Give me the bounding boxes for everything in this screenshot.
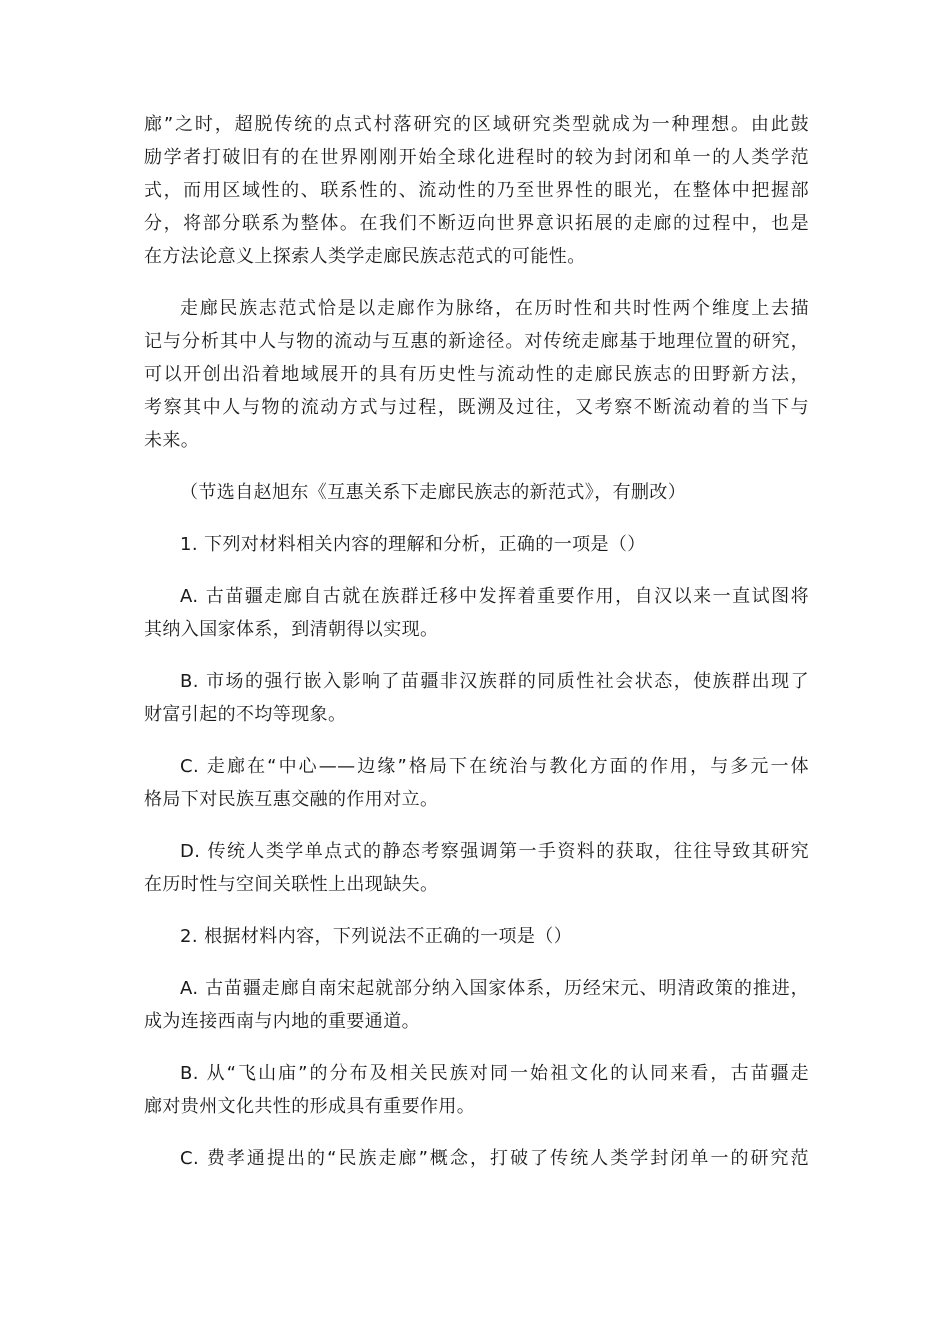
text-line: 励学者打破旧有的在世界刚刚开始全球化进程时的较为封闭和单一的人类学范	[144, 147, 809, 168]
text-line: 1. 下列对材料相关内容的理解和分析，正确的一项是（）	[180, 534, 646, 555]
text-line: A. 古苗疆走廊自南宋起就部分纳入国家体系，历经宋元、明清政策的推进，	[180, 978, 809, 999]
question-1-option-a	[144, 580, 809, 646]
text-line: 2. 根据材料内容，下列说法不正确的一项是（）	[180, 926, 573, 947]
text-line: B. 从“飞山庙”的分布及相关民族对同一始祖文化的认同来看，古苗疆走	[180, 1063, 809, 1084]
text-line: D. 传统人类学单点式的静态考察强调第一手资料的获取，往往导致其研究	[180, 841, 809, 862]
text-line: 其纳入国家体系，到清朝得以实现。	[144, 619, 439, 640]
text-line: 廊对贵州文化共性的形成具有重要作用。	[144, 1096, 476, 1117]
text-line: 在方法论意义上探索人类学走廊民族志范式的可能性。	[144, 246, 586, 267]
question-1-stem	[144, 528, 809, 561]
source-citation	[144, 476, 809, 509]
text-line: 格局下对民族互惠交融的作用对立。	[144, 789, 439, 810]
question-1-option-d	[144, 835, 809, 901]
text-line: 分，将部分联系为整体。在我们不断迈向世界意识拓展的走廊的过程中，也是	[144, 213, 809, 234]
text-line: 走廊民族志范式恰是以走廊作为脉络，在历时性和共时性两个维度上去描	[180, 298, 809, 319]
text-line: 成为连接西南与内地的重要通道。	[144, 1011, 420, 1032]
question-1-option-b	[144, 665, 809, 731]
text-line: B. 市场的强行嵌入影响了苗疆非汉族群的同质性社会状态，使族群出现了	[180, 671, 809, 692]
question-1-option-c	[144, 750, 809, 816]
text-line: 考察其中人与物的流动方式与过程，既溯及过往，又考察不断流动着的当下与	[144, 397, 809, 418]
document-page	[144, 108, 809, 1194]
question-2-option-b	[144, 1057, 809, 1123]
question-2-stem	[144, 920, 809, 953]
text-line: C. 走廊在“中心——边缘”格局下在统治与教化方面的作用，与多元一体	[180, 756, 809, 777]
paragraph-continuation	[144, 108, 809, 273]
text-line: （节选自赵旭东《互惠关系下走廊民族志的新范式》，有删改）	[180, 482, 687, 503]
text-line: 记与分析其中人与物的流动与互惠的新途径。对传统走廊基于地理位置的研究，	[144, 331, 809, 352]
text-line: 廊”之时，超脱传统的点式村落研究的区域研究类型就成为一种理想。由此鼓	[144, 114, 809, 135]
text-line: 式，而用区域性的、联系性的、流动性的乃至世界性的眼光，在整体中把握部	[144, 180, 809, 201]
question-2-option-a	[144, 972, 809, 1038]
text-line: 可以开创出沿着地域展开的具有历史性与流动性的走廊民族志的田野新方法，	[144, 364, 809, 385]
text-line: A. 古苗疆走廊自古就在族群迁移中发挥着重要作用，自汉以来一直试图将	[180, 586, 809, 607]
text-line: C. 费孝通提出的“民族走廊”概念，打破了传统人类学封闭单一的研究范	[180, 1148, 809, 1169]
text-line: 财富引起的不均等现象。	[144, 704, 347, 725]
question-2-option-c	[144, 1142, 809, 1175]
text-line: 未来。	[144, 430, 200, 451]
text-line: 在历时性与空间关联性上出现缺失。	[144, 874, 439, 895]
paragraph-corridor-ethnography	[144, 292, 809, 457]
